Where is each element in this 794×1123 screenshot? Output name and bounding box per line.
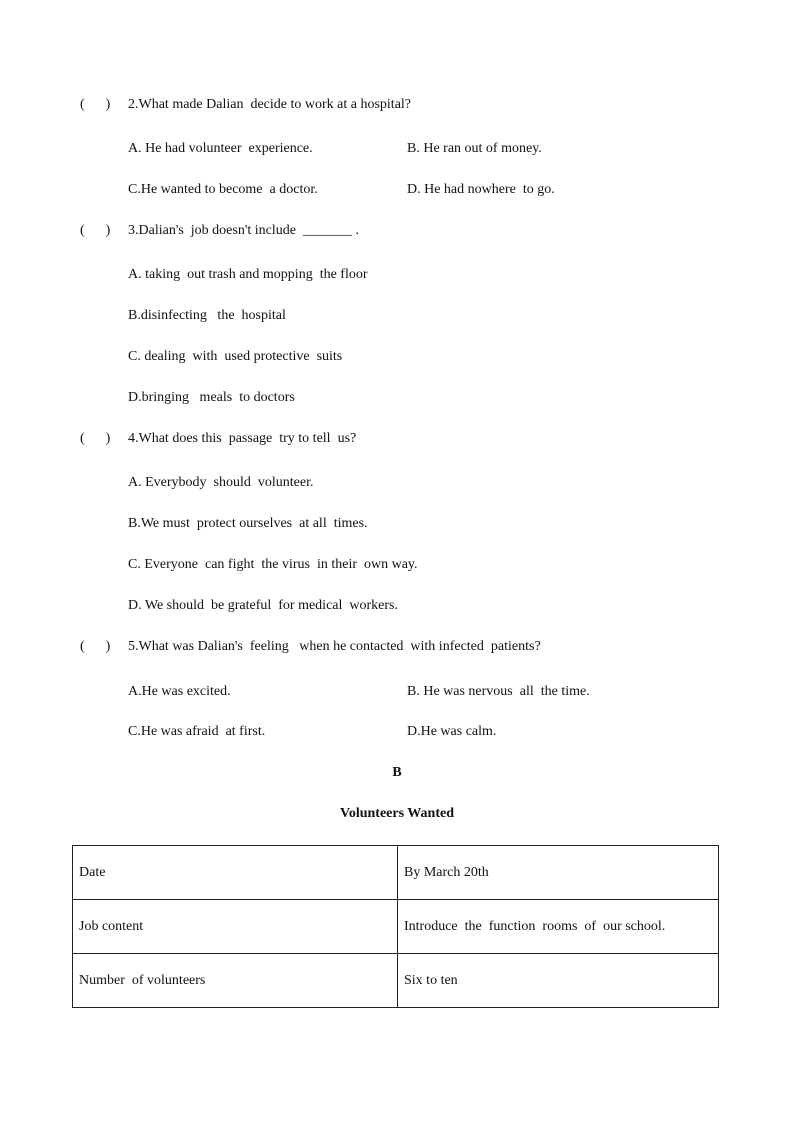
q2-option-d[interactable]: D. He had nowhere to go. [407, 182, 555, 197]
q3-option-c[interactable]: C. dealing with used protective suits [128, 349, 343, 364]
q4-option-c[interactable]: C. Everyone can fight the virus in their own way. [128, 557, 418, 572]
table-cell-label: Job content [73, 900, 398, 954]
q2-option-a[interactable]: A. He had volunteer experience. [128, 141, 313, 156]
table-cell-label: Number of volunteers [73, 954, 398, 1008]
q4-option-a[interactable]: A. Everybody should volunteer. [128, 475, 314, 490]
q2-option-c[interactable]: C.He wanted to become a doctor. [128, 182, 318, 197]
section-letter: B [392, 765, 402, 780]
question-2-stem: 2.What made Dalian decide to work at a hospital? [128, 97, 412, 112]
section-title: Volunteers Wanted [340, 806, 454, 821]
volunteer-info-table [72, 845, 719, 1008]
q5-option-d[interactable]: D.He was calm. [407, 724, 497, 739]
q5-option-c[interactable]: C.He was afraid at first. [128, 724, 266, 739]
answer-bracket[interactable]: ( ) [80, 639, 111, 654]
table-cell-value: Introduce the function rooms of our school. [398, 900, 719, 954]
q3-option-a[interactable]: A. taking out trash and mopping the floor [128, 267, 368, 282]
q4-option-b[interactable]: B.We must protect ourselves at all times. [128, 516, 368, 531]
answer-bracket[interactable]: ( ) [80, 431, 111, 446]
answer-bracket[interactable]: ( ) [80, 97, 111, 112]
question-4-stem: 4.What does this passage try to tell us? [128, 431, 357, 446]
answer-bracket[interactable]: ( ) [80, 223, 111, 238]
q2-option-b[interactable]: B. He ran out of money. [407, 141, 542, 156]
question-3-stem: 3.Dalian's job doesn't include _______ . [128, 223, 359, 238]
question-5-stem: 5.What was Dalian's feeling when he contacted with infected patients? [128, 639, 541, 654]
table-row [73, 954, 719, 1008]
table-row [73, 846, 719, 900]
q3-option-b[interactable]: B.disinfecting the hospital [128, 308, 286, 323]
table-cell-value: By March 20th [398, 846, 719, 900]
q3-option-d[interactable]: D.bringing meals to doctors [128, 390, 295, 405]
q5-option-b[interactable]: B. He was nervous all the time. [407, 684, 590, 699]
table-row [73, 900, 719, 954]
table-cell-label: Date [73, 846, 398, 900]
q4-option-d[interactable]: D. We should be grateful for medical workers. [128, 598, 398, 613]
q5-option-a[interactable]: A.He was excited. [128, 684, 231, 699]
table-cell-value: Six to ten [398, 954, 719, 1008]
